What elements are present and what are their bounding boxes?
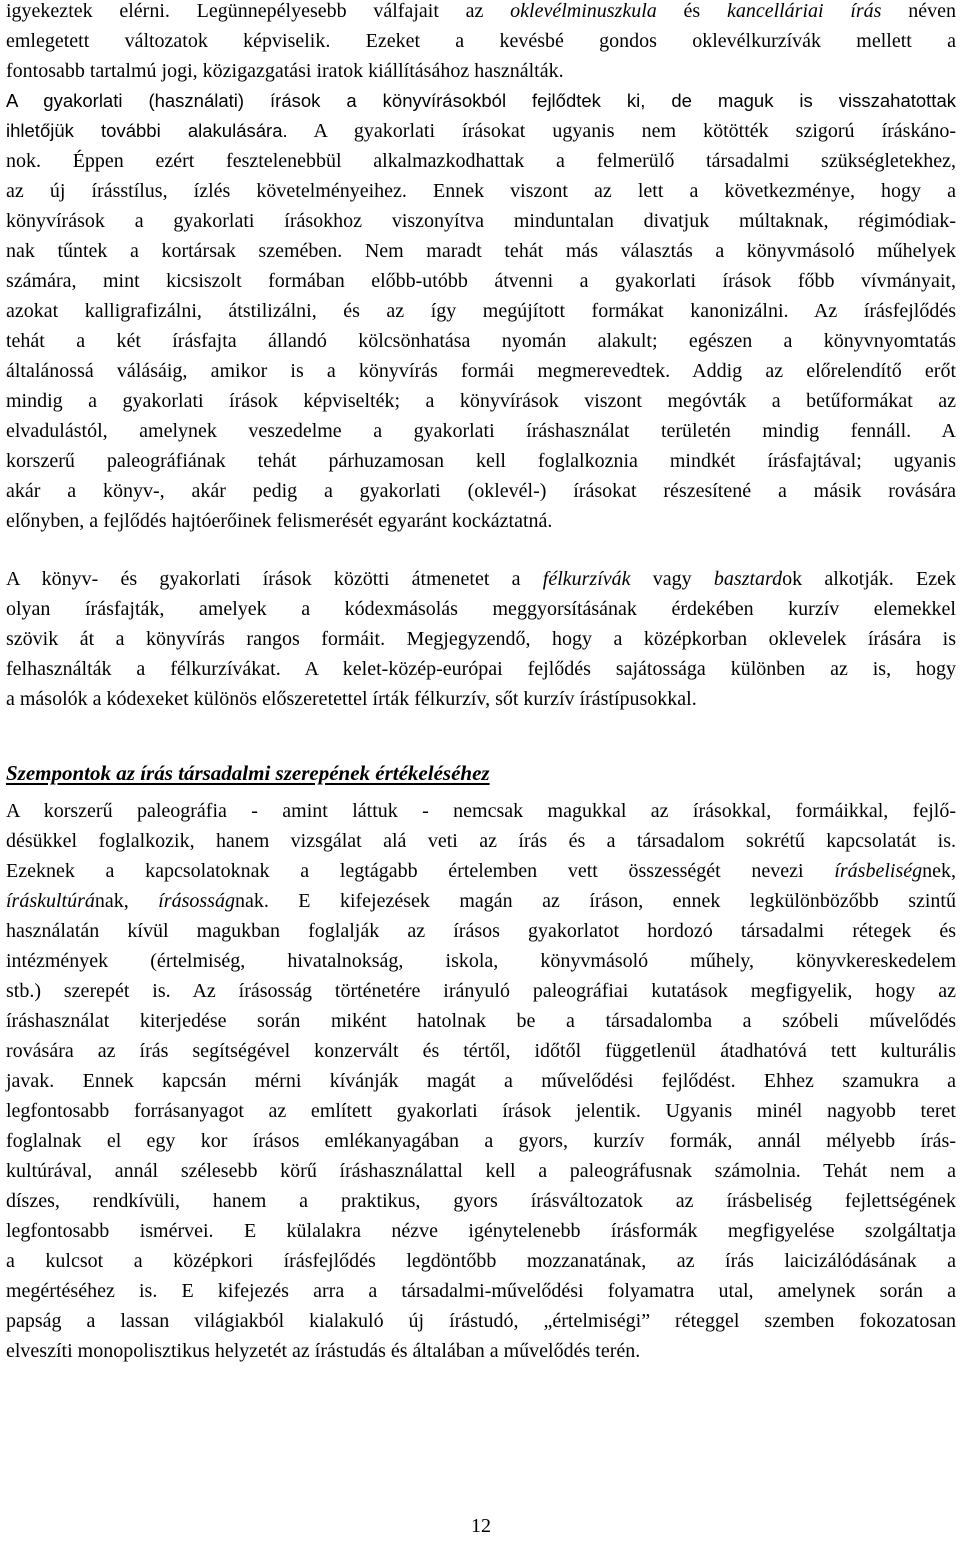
text-segment: igyekeztek elérni. Legünnepélyesebb válfajait az xyxy=(6,0,511,22)
text-line xyxy=(6,856,956,886)
text-line xyxy=(6,296,956,326)
text-line xyxy=(6,506,956,536)
text-line xyxy=(6,916,956,946)
text-segment: A korszerű paleográfia - amint láttuk - nemcsak magukkal az írásokkal, formáikkal, fejlő- xyxy=(6,800,956,822)
text-segment: felhasználták a félkurzívákat. xyxy=(6,658,281,680)
text-segment: Megjegyzendő, hogy a középkorban oklevelek írására is xyxy=(385,628,957,650)
text-segment: Ennek viszont az lett a következménye, hogy a xyxy=(406,180,957,202)
text-segment: számára, mint kicsiszolt formában előbb-utóbb átvenni a gyakorlati írások főbb vívmányait, xyxy=(6,270,956,292)
text-line xyxy=(6,206,956,236)
text-segment: papság a lassan világiakból kialakuló új írástudó, „értelmiségi” réteggel szemben fokozatosan xyxy=(6,1310,956,1332)
text-segment: legfontosabb forrásanyagot az említett gyakorlati írások jelentik. xyxy=(6,1100,641,1122)
text-segment: mindig a gyakorlati írások képviselték; a könyvírások viszont megóvták a betűformákat az xyxy=(6,390,956,412)
text-segment: Ezeknek a kapcsolatoknak a legtágabb értelemben vett összességét nevezi xyxy=(6,860,835,882)
text-line xyxy=(6,1186,956,1216)
text-segment: szövik át a könyvírás rangos formáit. xyxy=(6,628,386,650)
text-segment: fontosabb tartalmú jogi, közigazgatási iratok kiállításához használták. xyxy=(6,60,564,82)
text-segment: elveszíti monopolisztikus helyzetét az írástudás és általában a művelődés terén. xyxy=(6,1340,641,1362)
emphasis-text: basztard xyxy=(713,568,783,590)
text-segment: a kulcsot a középkori írásfejlődés legdöntőbb mozzanatának, az írás laicizálódásának a xyxy=(6,1250,956,1272)
text-line xyxy=(6,1246,956,1276)
text-segment: nek, xyxy=(922,860,956,882)
text-segment: legfontosabb ismérvei. xyxy=(6,1220,214,1242)
text-segment: Addig az előrelendítő erőt xyxy=(670,360,957,382)
text-line xyxy=(6,1306,956,1336)
text-line xyxy=(6,1036,956,1066)
text-segment: általánossá válásáig, amikor is a könyvírás formái megmerevedtek. xyxy=(6,360,671,382)
text-segment: nok. Éppen ezért fesztelenebbül alkalmazkodhattak a felmerülő társadalmi szükségletekhez, xyxy=(6,150,956,172)
text-line xyxy=(6,1006,956,1036)
text-segment: Az írásosság történetére irányuló paleográfiai kutatások megfigyelik, hogy az xyxy=(170,980,956,1002)
text-line xyxy=(6,386,956,416)
text-segment: Ugyanis minél nagyobb teret xyxy=(640,1100,956,1122)
text-segment: akár a könyv-, akár pedig a gyakorlati (oklevél-) írásokat részesítené a másik rovására xyxy=(6,480,956,502)
text-segment: tehát a két írásfajta állandó kölcsönhatása nyomán alakult; egészen a könyvnyomtatás xyxy=(6,330,956,352)
text-segment: A kelet-közép-európai fejlődés sajátossága különben az is, hogy xyxy=(280,658,957,680)
text-line xyxy=(6,416,956,446)
emphasis-text: íráskultúrá xyxy=(6,890,95,912)
text-segment: Az írásfejlődés xyxy=(788,300,957,322)
text-segment: E kifejezés arra a társadalmi-művelődési folyamatra utal, amelynek során a xyxy=(157,1280,957,1302)
text-segment: foglalnak el egy kor írásos emlékanyagában a gyors, kurzív formák, annál mélyebb írás- xyxy=(6,1130,956,1152)
text-segment: ok alkotják. Ezek xyxy=(782,568,956,590)
text-segment: könyvírások a gyakorlati írásokhoz viszonyítva minduntalan divatjuk múltaknak, régimódiak- xyxy=(6,210,956,232)
paragraph-2 xyxy=(6,564,956,714)
text-line xyxy=(6,176,956,206)
text-line xyxy=(6,624,956,654)
page-number: 12 xyxy=(471,1515,491,1537)
text-line xyxy=(6,116,956,146)
text-segment: Ennek kapcsán mérni kívánják magát a művelődési fejlődést. xyxy=(54,1070,736,1092)
text-segment: rovására az írás segítségével konzervált és tértől, időtől függetlenül átadhatóvá tett kulturális xyxy=(6,1040,956,1062)
text-line xyxy=(6,1336,956,1366)
text-line xyxy=(6,1096,956,1126)
text-segment: intézmények (értelmiség, hivatalnokság, iskola, könyvmásoló műhely, könyvkereskedelem xyxy=(6,950,956,972)
text-segment: használatán kívül magukban foglalják az írásos gyakorlatot hordozó társadalmi rétegek és xyxy=(6,920,956,942)
text-line xyxy=(6,476,956,506)
text-segment: előnyben, a fejlődés hajtóerőinek felismerését egyaránt kockáztatná. xyxy=(6,510,553,532)
text-segment: Nem maradt tehát más választás a könyvmásoló műhelyek xyxy=(342,240,956,262)
text-line xyxy=(6,1066,956,1096)
text-segment: A xyxy=(911,420,956,442)
text-segment: megértéséhez is. xyxy=(6,1280,158,1302)
text-segment: A gyakorlati írásokat ugyanis nem kötötték szigorú íráskáno- xyxy=(287,120,956,142)
text-segment: díszes, rendkívüli, hanem a praktikus, gyors írásváltozatok az írásbeliség fejlettségének xyxy=(6,1190,956,1212)
text-line xyxy=(6,796,956,826)
text-line xyxy=(6,826,956,856)
text-line xyxy=(6,684,956,714)
text-line xyxy=(6,564,956,594)
text-line xyxy=(6,1126,956,1156)
text-segment: stb.) szerepét is. xyxy=(6,980,171,1002)
section-heading: Szempontok az írás társadalmi szerepének értékeléséhez xyxy=(6,761,490,785)
text-segment: A gyakorlati (használati) írások a könyvírásokból fejlődtek ki, de maguk is visszahatottak xyxy=(6,90,956,111)
text-line xyxy=(6,1216,956,1246)
text-line xyxy=(6,594,956,624)
text-segment: korszerű paleográfiának tehát párhuzamosan kell foglalkoznia mindkét írásfajtával; ugyanis xyxy=(6,450,956,472)
emphasis-text: írásosság xyxy=(158,890,235,912)
text-segment: Ehhez szamukra a xyxy=(735,1070,957,1092)
text-segment: vagy xyxy=(630,568,714,590)
emphasis-text: kancelláriai írás xyxy=(726,0,882,22)
text-segment: azokat kalligrafizálni, átstilizálni, és az így megújított formákat kanonizálni. xyxy=(6,300,789,322)
text-segment: ihletőjük további alakulására. xyxy=(6,120,288,141)
text-segment: olyan írásfajták, amelyek a kódexmásolás meggyorsításának érdekében kurzív elemekkel xyxy=(6,598,956,620)
text-segment: nak, xyxy=(94,890,159,912)
text-line xyxy=(6,26,956,56)
text-line xyxy=(6,86,956,116)
text-line xyxy=(6,236,956,266)
text-line xyxy=(6,0,956,26)
text-segment: A könyv- és gyakorlati írások közötti átmenetet a xyxy=(6,568,543,590)
text-segment: désükkel foglalkozik, hanem vizsgálat alá veti az írás és a társadalom sokrétű kapcsolatát is. xyxy=(6,830,956,852)
paragraph-3 xyxy=(6,796,956,1366)
text-segment: kultúrával, annál szélesebb körű íráshasználattal kell a paleográfusnak számolnia. xyxy=(6,1160,801,1182)
text-segment: javak. xyxy=(6,1070,55,1092)
text-line xyxy=(6,1276,956,1306)
text-line xyxy=(6,56,956,86)
emphasis-text: félkurzívák xyxy=(542,568,631,590)
text-segment: E külalakra nézve igénytelenebb írásformák megfigyelése szolgáltatja xyxy=(213,1220,956,1242)
text-segment: íráshasználat kiterjedése során miként hatolnak be a társadalomba a szóbeli művelődés xyxy=(6,1010,956,1032)
text-segment: Tehát nem a xyxy=(800,1160,956,1182)
text-segment: az új írásstílus, ízlés követelményeihez. xyxy=(6,180,407,202)
text-segment: nak tűntek a kortársak szemében. xyxy=(6,240,343,262)
text-segment: elvadulástól, amelynek veszedelme a gyakorlati íráshasználat területén mindig fennáll. xyxy=(6,420,912,442)
text-line xyxy=(6,976,956,1006)
text-line xyxy=(6,146,956,176)
paragraph-1 xyxy=(6,0,956,536)
emphasis-text: írásbeliség xyxy=(834,860,923,882)
text-line xyxy=(6,1156,956,1186)
text-line xyxy=(6,654,956,684)
text-line xyxy=(6,946,956,976)
text-segment: nak. E kifejezések magán az íráson, ennek legkülönbözőbb szintű xyxy=(234,890,956,912)
text-segment: és xyxy=(656,0,727,22)
text-segment: néven xyxy=(881,0,956,22)
text-segment: emlegetett változatok képviselik. Ezeket a kevésbé gondos oklevélkurzívák mellett a xyxy=(6,30,956,52)
text-line xyxy=(6,446,956,476)
text-line xyxy=(6,886,956,916)
text-line xyxy=(6,356,956,386)
text-segment: a másolók a kódexeket különös előszeretettel írták félkurzív, sőt kurzív írástípusokkal. xyxy=(6,688,697,710)
text-line xyxy=(6,266,956,296)
text-line xyxy=(6,326,956,356)
emphasis-text: oklevélminuszkula xyxy=(510,0,657,22)
